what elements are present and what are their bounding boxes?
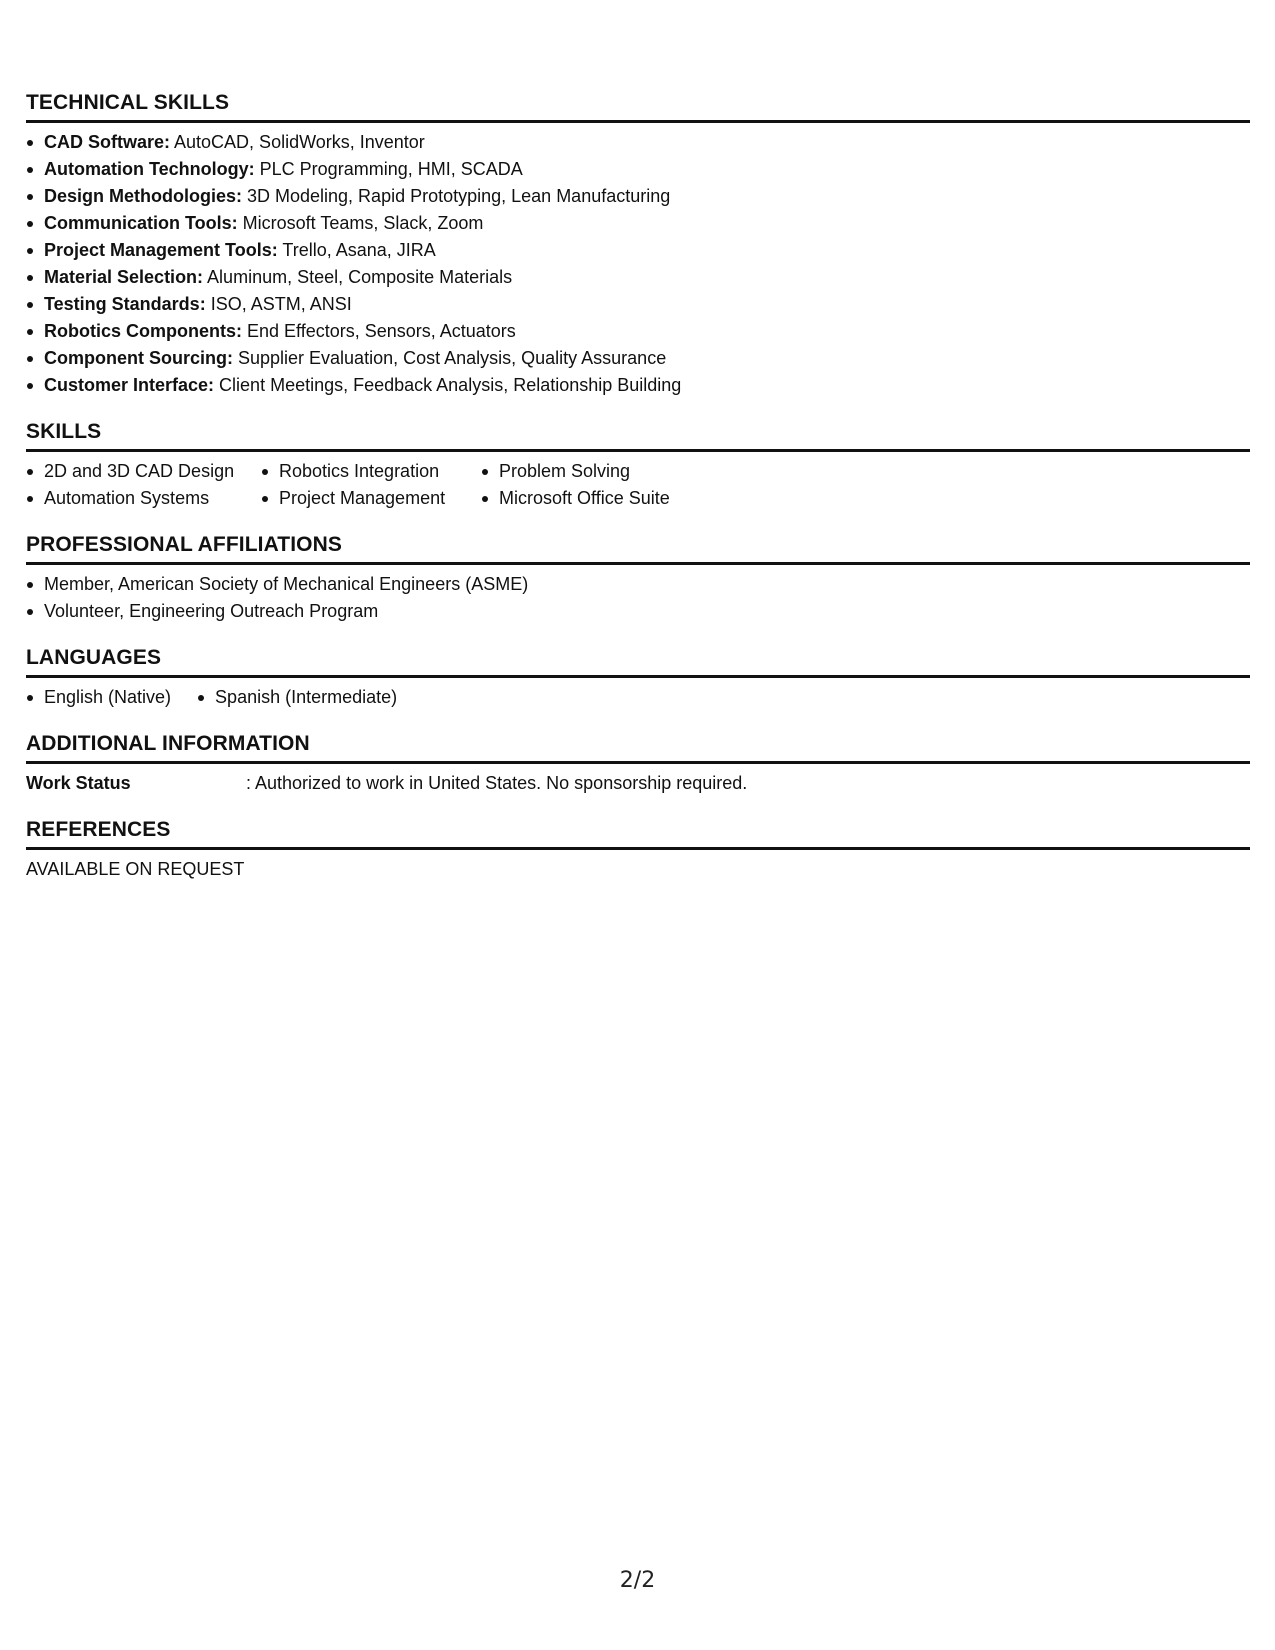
technical-skills-section — [26, 92, 1250, 399]
technical-skill-value: 3D Modeling, Rapid Prototyping, Lean Manufacturing — [242, 186, 671, 206]
section-spacer — [26, 399, 1250, 421]
technical-skills-list — [26, 129, 1250, 399]
technical-skill-item — [26, 264, 1250, 291]
technical-skill-item — [26, 345, 1250, 372]
technical-skill-label: Robotics Components: — [44, 321, 242, 341]
technical-skill-label: Design Methodologies: — [44, 186, 242, 206]
additional-info-section — [26, 733, 1250, 797]
technical-skill-item — [26, 183, 1250, 210]
references-text: AVAILABLE ON REQUEST — [26, 859, 245, 879]
skill-item: Problem Solving — [481, 458, 741, 485]
technical-skill-value: ISO, ASTM, ANSI — [205, 294, 352, 314]
technical-skill-value: Microsoft Teams, Slack, Zoom — [237, 213, 484, 233]
technical-skill-item — [26, 210, 1250, 237]
section-spacer — [26, 625, 1250, 647]
skill-item: Microsoft Office Suite — [481, 485, 741, 512]
technical-skill-value: PLC Programming, HMI, SCADA — [254, 159, 523, 179]
languages-section — [26, 647, 1250, 711]
languages-heading: LANGUAGES — [26, 647, 1250, 678]
technical-skill-label: Project Management Tools: — [44, 240, 278, 260]
technical-skill-label: Material Selection: — [44, 267, 204, 287]
resume-page — [26, 92, 1250, 883]
technical-skill-value: Aluminum, Steel, Composite Materials — [203, 267, 513, 287]
work-status-value: : Authorized to work in United States. No sponsorship required. — [246, 773, 748, 793]
technical-skill-value: Client Meetings, Feedback Analysis, Relationship Building — [214, 375, 682, 395]
additional-info-heading: ADDITIONAL INFORMATION — [26, 733, 1250, 764]
languages-list — [26, 684, 1250, 711]
skills-heading: SKILLS — [26, 421, 1250, 452]
technical-skill-item — [26, 156, 1250, 183]
technical-skill-value: Trello, Asana, JIRA — [277, 240, 436, 260]
technical-skill-value: Supplier Evaluation, Cost Analysis, Quality Assurance — [232, 348, 667, 368]
skills-column-3 — [481, 458, 741, 512]
skill-item: Project Management — [261, 485, 481, 512]
section-spacer — [26, 512, 1250, 534]
technical-skill-label: Communication Tools: — [44, 213, 238, 233]
skills-section — [26, 421, 1250, 512]
technical-skill-label: Customer Interface: — [44, 375, 215, 395]
technical-skill-label: Automation Technology: — [44, 159, 255, 179]
affiliations-heading: PROFESSIONAL AFFILIATIONS — [26, 534, 1250, 565]
technical-skill-value: End Effectors, Sensors, Actuators — [242, 321, 516, 341]
technical-skill-label: CAD Software: — [44, 132, 171, 152]
affiliations-section — [26, 534, 1250, 625]
skills-columns — [26, 458, 1250, 512]
technical-skill-label: Testing Standards: — [44, 294, 206, 314]
work-status-row — [26, 770, 1250, 797]
section-spacer — [26, 711, 1250, 733]
technical-skill-item — [26, 318, 1250, 345]
skill-item: 2D and 3D CAD Design — [26, 458, 261, 485]
skill-item: Robotics Integration — [261, 458, 481, 485]
page-number: 2/2 — [619, 1568, 656, 1593]
language-item: Spanish (Intermediate) — [197, 684, 397, 711]
technical-skill-item — [26, 129, 1250, 156]
section-spacer — [26, 797, 1250, 819]
technical-skill-item — [26, 291, 1250, 318]
technical-skill-item — [26, 372, 1250, 399]
references-section — [26, 819, 1250, 883]
language-item: English (Native) — [26, 684, 171, 711]
technical-skills-heading: TECHNICAL SKILLS — [26, 92, 1250, 123]
references-heading: REFERENCES — [26, 819, 1250, 850]
technical-skill-item — [26, 237, 1250, 264]
technical-skill-value: AutoCAD, SolidWorks, Inventor — [170, 132, 425, 152]
skills-column-2 — [261, 458, 481, 512]
technical-skill-label: Component Sourcing: — [44, 348, 233, 368]
affiliation-item: Member, American Society of Mechanical Engineers (ASME) — [26, 571, 1250, 598]
affiliation-item: Volunteer, Engineering Outreach Program — [26, 598, 1250, 625]
work-status-label: Work Status — [26, 773, 131, 793]
skills-column-1 — [26, 458, 261, 512]
affiliations-list — [26, 571, 1250, 625]
skill-item: Automation Systems — [26, 485, 261, 512]
